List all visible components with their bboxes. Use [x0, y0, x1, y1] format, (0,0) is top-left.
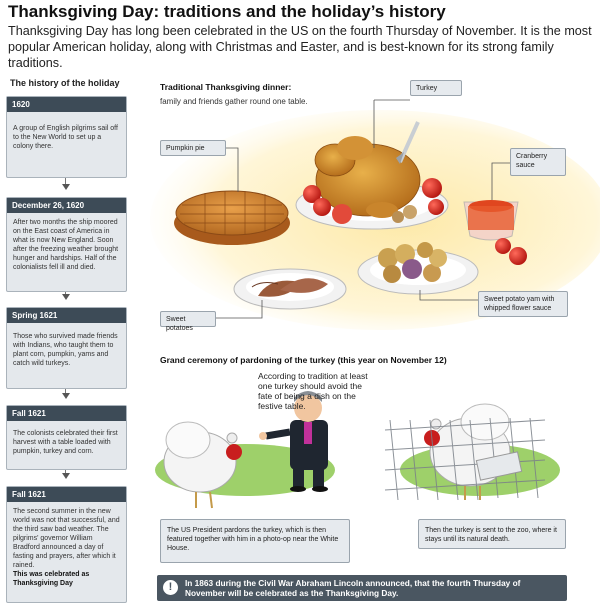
timeline-text: After two months the ship moored on the East coast of America in what is now New England. Soon after the freezing weather brought hunger and hardships. Half of the colonialists fell ill and died.	[13, 219, 119, 271]
timeline-date: Spring 1621	[7, 308, 126, 323]
pardon-title: Grand ceremony of pardoning of the turkey (this year on November 12)	[160, 355, 447, 365]
timeline-date: December 26, 1620	[7, 198, 126, 213]
zoo-caption: Then the turkey is sent to the zoo, where it stays until its natural death.	[418, 519, 566, 549]
sweet-potatoes-label: Sweet potatoes	[160, 311, 216, 327]
dinner-title: Traditional Thanksgiving dinner:	[160, 82, 292, 92]
tradition-text: According to tradition at least one turkey should avoid the fate of being a dish on the festive table.	[258, 371, 368, 411]
pumpkin-pie-label: Pumpkin pie	[160, 140, 226, 156]
timeline-date: Fall 1621	[7, 487, 126, 502]
timeline-text-bold: This was celebrated as Thanksgiving Day	[13, 571, 90, 587]
timeline-date: 1620	[7, 97, 126, 112]
dinner-subtitle: family and friends gather round one table.	[160, 97, 308, 106]
sweet-potatoes-plate	[234, 269, 346, 309]
timeline-text: The colonists celebrated their first harvest with a table loaded with pumpkin, turkey and corn.	[13, 430, 118, 455]
timeline-date: Fall 1621	[7, 406, 126, 421]
timeline-text: A group of English pilgrims sail off to the New World to set up a colony there.	[13, 125, 118, 150]
history-heading: The history of the holiday	[10, 78, 120, 88]
timeline-text-body: The second summer in the new world was not that successful, and the third saw bad weather. The pilgrims' governor William Bradford announced a day of fasting and prayers, after which it rained.	[13, 508, 120, 569]
intro-text: Thanksgiving Day has long been celebrated in the US on the fourth Thursday of November. It is the most popular American holiday, along with Christmas and Easter, and is best-known for its strong family traditions.	[8, 24, 592, 70]
exclamation-icon: !	[163, 580, 178, 595]
pumpkin-pie	[174, 191, 290, 245]
lincoln-note-text: In 1863 during the Civil War Abraham Lincoln announced, that the fourth Thursday of November will be celebrated as the Thanksgiving Day.	[185, 578, 521, 598]
timeline-text: Those who survived made friends with Indians, who taught them to plant corn, pumpkin, yams and catch wild turkeys.	[13, 333, 118, 367]
page-title: Thanksgiving Day: traditions and the holiday’s history	[8, 2, 446, 21]
cranberry-label: Cranberry sauce	[510, 148, 566, 176]
turkey-label: Turkey	[410, 80, 462, 96]
yam-label: Sweet potato yam with whipped flower sauce	[478, 291, 568, 317]
president-caption: The US President pardons the turkey, which is then featured together with him in a photo-op near the White House.	[160, 519, 350, 563]
lincoln-note	[157, 575, 567, 601]
